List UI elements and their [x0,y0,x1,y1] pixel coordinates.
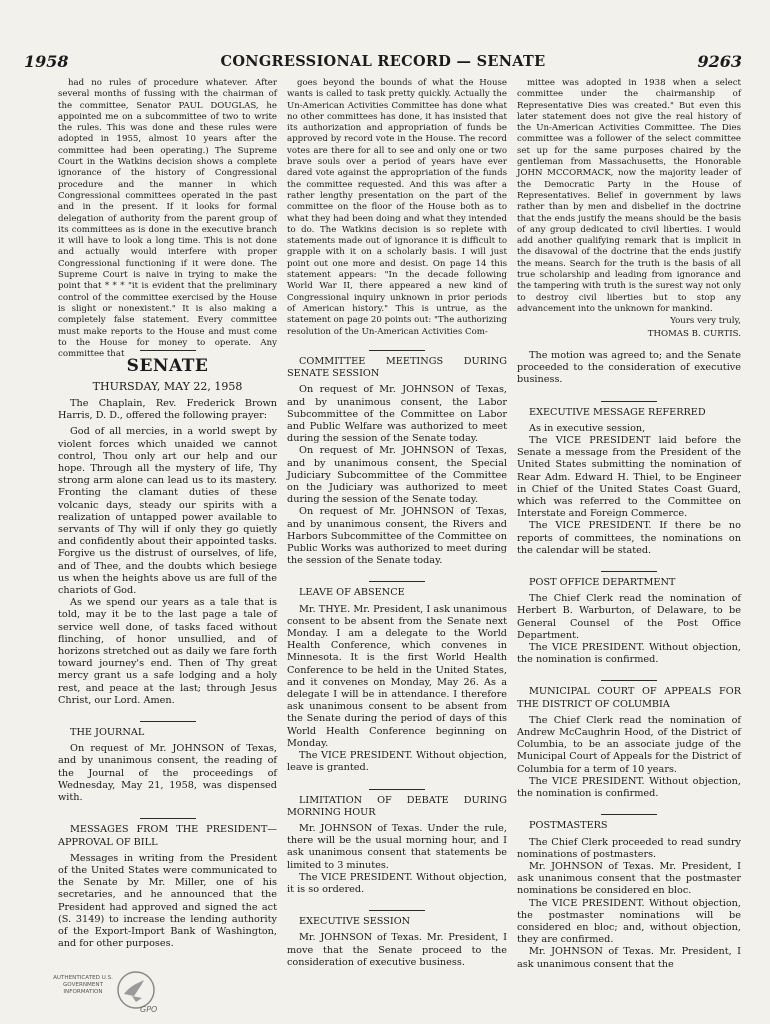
meetings-paragraph: On request of Mr. JOHNSON of Texas, and by unanimous consent, the Rivers and Harbors Subcommittee of the Committee on Public Works was authorized to meet during the session of the Senate today. [287,506,507,567]
senate-column-1 [58,350,277,950]
section-heading-leave: LEAVE OF ABSENCE [299,587,405,599]
section-rule [140,350,196,351]
chaplain-intro: The Chaplain, Rev. Frederick Brown Harris, D. D., offered the following prayer: [58,398,277,422]
section-rule [369,581,425,582]
section-rule [140,818,196,819]
leave-paragraph: Mr. THYE. Mr. President, I ask unanimous consent to be absent from the Senate next Monday. I am a delegate to the World Health Conference, which convenes in Minnesota. It is the first World Health Conference to be held in the United States, and it convenes on Monday, May 26. As a delegate I will be in attendance. I therefore ask unanimous consent to be absent from the Senate during the period of days of this World Health Conference beginning on Monday. [287,603,507,749]
session-date: THURSDAY, MAY 22, 1958 [92,380,243,393]
continued-letter-column-2 [287,78,507,340]
letter-paragraph: goes beyond the bounds of what the House wants is called to task pretty quickly. Actually the Un-American Activities Committee has done what no other committees has done, it has insisted that its authorization and appropriation of funds be approved by record vote in the House. The record votes are there for all to see and only one or two brave souls over a period of years have ever dared vote against the appropriation of the funds the committee requested. And this was after a rather lengthy presentation on the part of the committee on the floor of the House both as to what they had been doing and what they intended to do. The Watkins decision is so replete with statements made out of ignorance it is difficult to grapple with it on a scholarly basis. I will just point out one more and desist. On page 14 this statement appears: "In the decade following World War II, there appeared a new kind of Congressional inquiry unknown in prior periods of American history." This is untrue, as the statement on page 20 points out: "The authorizing resolution of the Un-American Activities Com- [287,78,507,337]
section-heading-postmasters: POSTMASTERS [529,820,608,832]
referred-paragraph: The VICE PRESIDENT laid before the Senate a message from the President of the United States submitting the nomination of Rear Adm. Edward H. Thiel, to be Engineer in Chief of the United States Coast Guard, which was referred to the Committee on Interstate and Foreign Commerce. [517,435,741,520]
section-heading-post-office: POST OFFICE DEPARTMENT [529,577,676,589]
motion-paragraph: The motion was agreed to; and the Senate proceeded to the consideration of executive business. [517,350,741,386]
post-office-ruling: The VICE PRESIDENT. Without objection, the nomination is confirmed. [517,642,741,666]
letter-paragraph: had no rules of procedure whatever. After several months of fussing with the chairman of the committee, Senator PAUL DOUGLAS, he appointed me on a subcommittee of two to write the rules. This was done and these rules were adopted in 1955, almost 10 years after the committee had been operating.) The Supreme Court in the Watkins decision shows a complete ignorance of the history of Congressional procedure and the manner in which Congressional committees operated in the past and in the present. If it looks for formal delegation of authority from the parent group of its committees as is done in the executive branch it will have to look a long time. This is not done and actually would interfere with proper Congressional functioning if it were done. The Supreme Court is naive in trying to make the point that * * * "it is evident that the preliminary control of the committee exercised by the House is slight or nonexistent." It is also making a completely false statement. Every committee must make reports to the House and must come to the House for money to operate. Any committee that [58,78,277,360]
senate-column-2 [287,350,507,968]
referred-paragraph: The VICE PRESIDENT. If there be no reports of committees, the nominations on the calendar will be stated. [517,520,741,556]
prayer-paragraph: God of all mercies, in a world swept by violent forces which unaided we cannot control, Thou only art our help and our hope. Through all the mystery of life, Thy strong arm alone can lead us to its mastery. Fronting the clamant duties of these volcanic days, steady our spirits with a realization of untapped power available to servants of Thy will if only they go quietly and confidently about their appointed tasks. Forgive us the distrust of ourselves, of life, and of Thee, and the doubts which besiege us when the heights above us are full of the chariots of God. [58,426,277,597]
seal-agency-label: GPO [140,1005,158,1014]
header-page-number: 9263 [697,52,742,71]
leave-ruling: The VICE PRESIDENT. Without objection, leave is granted. [287,750,507,774]
meetings-paragraph: On request of Mr. JOHNSON of Texas, and by unanimous consent, the Special Judiciary Subcommittee of the Committee on the Judiciary was authorized to meet during the session of the Senate today. [287,445,507,506]
post-office-paragraph: The Chief Clerk read the nomination of Herbert B. Warburton, of Delaware, to be General Counsel of the Post Office Department. [517,593,741,641]
letter-signature: THOMAS B. CURTIS. [647,328,741,339]
running-header [24,52,742,74]
section-rule [601,571,657,572]
section-heading-municipal-court: MUNICIPAL COURT OF APPEALS FOR THE DISTRICT OF COLUMBIA [517,686,741,710]
postmasters-paragraph: The VICE PRESIDENT. Without objection, the postmaster nominations will be considered en bloc; and, without objection, they are confirmed. [517,897,741,946]
section-rule [601,814,657,815]
postmasters-paragraph: Mr. JOHNSON of Texas. Mr. President, I ask unanimous consent that the [517,946,741,970]
section-rule [601,680,657,681]
postmasters-paragraph: The Chief Clerk proceeded to read sundry nominations of postmasters. [517,836,741,860]
letter-closing: Yours very truly, [670,316,741,327]
limitation-paragraph: Mr. JOHNSON of Texas. Under the rule, there will be the usual morning hour, and I ask unanimous consent that statements be limited to 3 minutes. [287,822,507,871]
section-rule [601,401,657,402]
messages-paragraph: Messages in writing from the President of the United States were communicated to the Senate by Mr. Miller, one of his secretaries, and he announced that the President had approved and signed the act (S. 3149) to increase the lending authority of the Export-Import Bank of Washington, and for other purposes. [58,852,277,950]
section-heading-committee-meetings: COMMITTEE MEETINGS DURING SENATE SESSION [287,356,507,380]
section-heading-limitation: LIMITATION OF DEBATE DURING MORNING HOUR [287,794,507,818]
referred-paragraph: As in executive session, [529,422,646,434]
court-paragraph: The Chief Clerk read the nomination of Andrew McCaughrin Hood, of the District of Columbia, to be an associate judge of the Municipal Court of Appeals for the District of Columbia for a term of 10 years. [517,714,741,775]
section-rule [140,721,196,722]
section-heading-executive-message: EXECUTIVE MESSAGE REFERRED [529,406,706,418]
letter-paragraph: mittee was adopted in 1938 when a select committee under the chairmanship of Representative Dies was created." But even this later statement does not give the real history of the Un-American Activities Committee. The Dies committee was a follower of the select committee set up for the same purposes chaired by the gentleman from Massachusetts, the Honorable JOHN MCCORMACK, now the majority leader of the Democratic Party in the House of Representatives. Belief in government by laws rather than by men and disbelief in the doctrine that the ends justify the means should be the basis of any group dedicated to civil liberties. I would add another qualifying remark that is implicit in the disavowal of the doctrine that the ends justify the means. Search for the truth is the basis of all true scholarship and leading from ignorance and the tampering with truth is the surest way not only to destroy civil liberties but to stop any advancement into the unknown for mankind. [517,78,741,314]
section-heading-journal: THE JOURNAL [70,727,145,739]
executive-session-paragraph: Mr. JOHNSON of Texas. Mr. President, I move that the Senate proceed to the consideration of executive business. [287,932,507,968]
section-heading-messages: MESSAGES FROM THE PRESIDENT— APPROVAL OF BILL [58,824,277,848]
gpo-authentication-seal [52,968,164,1016]
section-rule [369,789,425,790]
header-title: CONGRESSIONAL RECORD — SENATE [220,53,546,70]
postmasters-paragraph: Mr. JOHNSON of Texas. Mr. President, I ask unanimous consent that the postmaster nominations be considered en bloc. [517,860,741,897]
section-rule [369,910,425,911]
section-heading-executive-session: EXECUTIVE SESSION [299,916,411,928]
senate-section-title: SENATE [126,356,209,376]
seal-text: AUTHENTICATED U.S. GOVERNMENT INFORMATION [53,975,113,995]
continued-letter-column-3 [517,78,741,340]
limitation-ruling: The VICE PRESIDENT. Without objection, it is so ordered. [287,871,507,895]
eagle-seal-icon [114,968,162,1016]
prayer-paragraph: As we spend our years as a tale that is told, may it be to the last page a tale of service well done, of tasks faced without flinching, of honor unsullied, and of horizons stretched out as daily we fare forth toward journey's end. Then of Thy great mercy grant us a safe lodging and a holy rest, and peace at the last; through Jesus Christ, our Lord. Amen. [58,597,277,706]
continued-letter-column-1 [58,78,277,360]
court-ruling: The VICE PRESIDENT. Without objection, the nomination is confirmed. [517,775,741,800]
section-rule [369,350,425,351]
meetings-paragraph: On request of Mr. JOHNSON of Texas, and by unanimous consent, the Labor Subcommittee of the Committee on Labor and Public Welfare was authorized to meet during the session of the Senate today. [287,384,507,445]
header-year: 1958 [24,52,69,71]
journal-paragraph: On request of Mr. JOHNSON of Texas, and by unanimous consent, the reading of the Journal of the proceedings of Wednesday, May 21, 1958, was dispensed with. [58,743,277,804]
senate-column-3 [517,350,741,970]
